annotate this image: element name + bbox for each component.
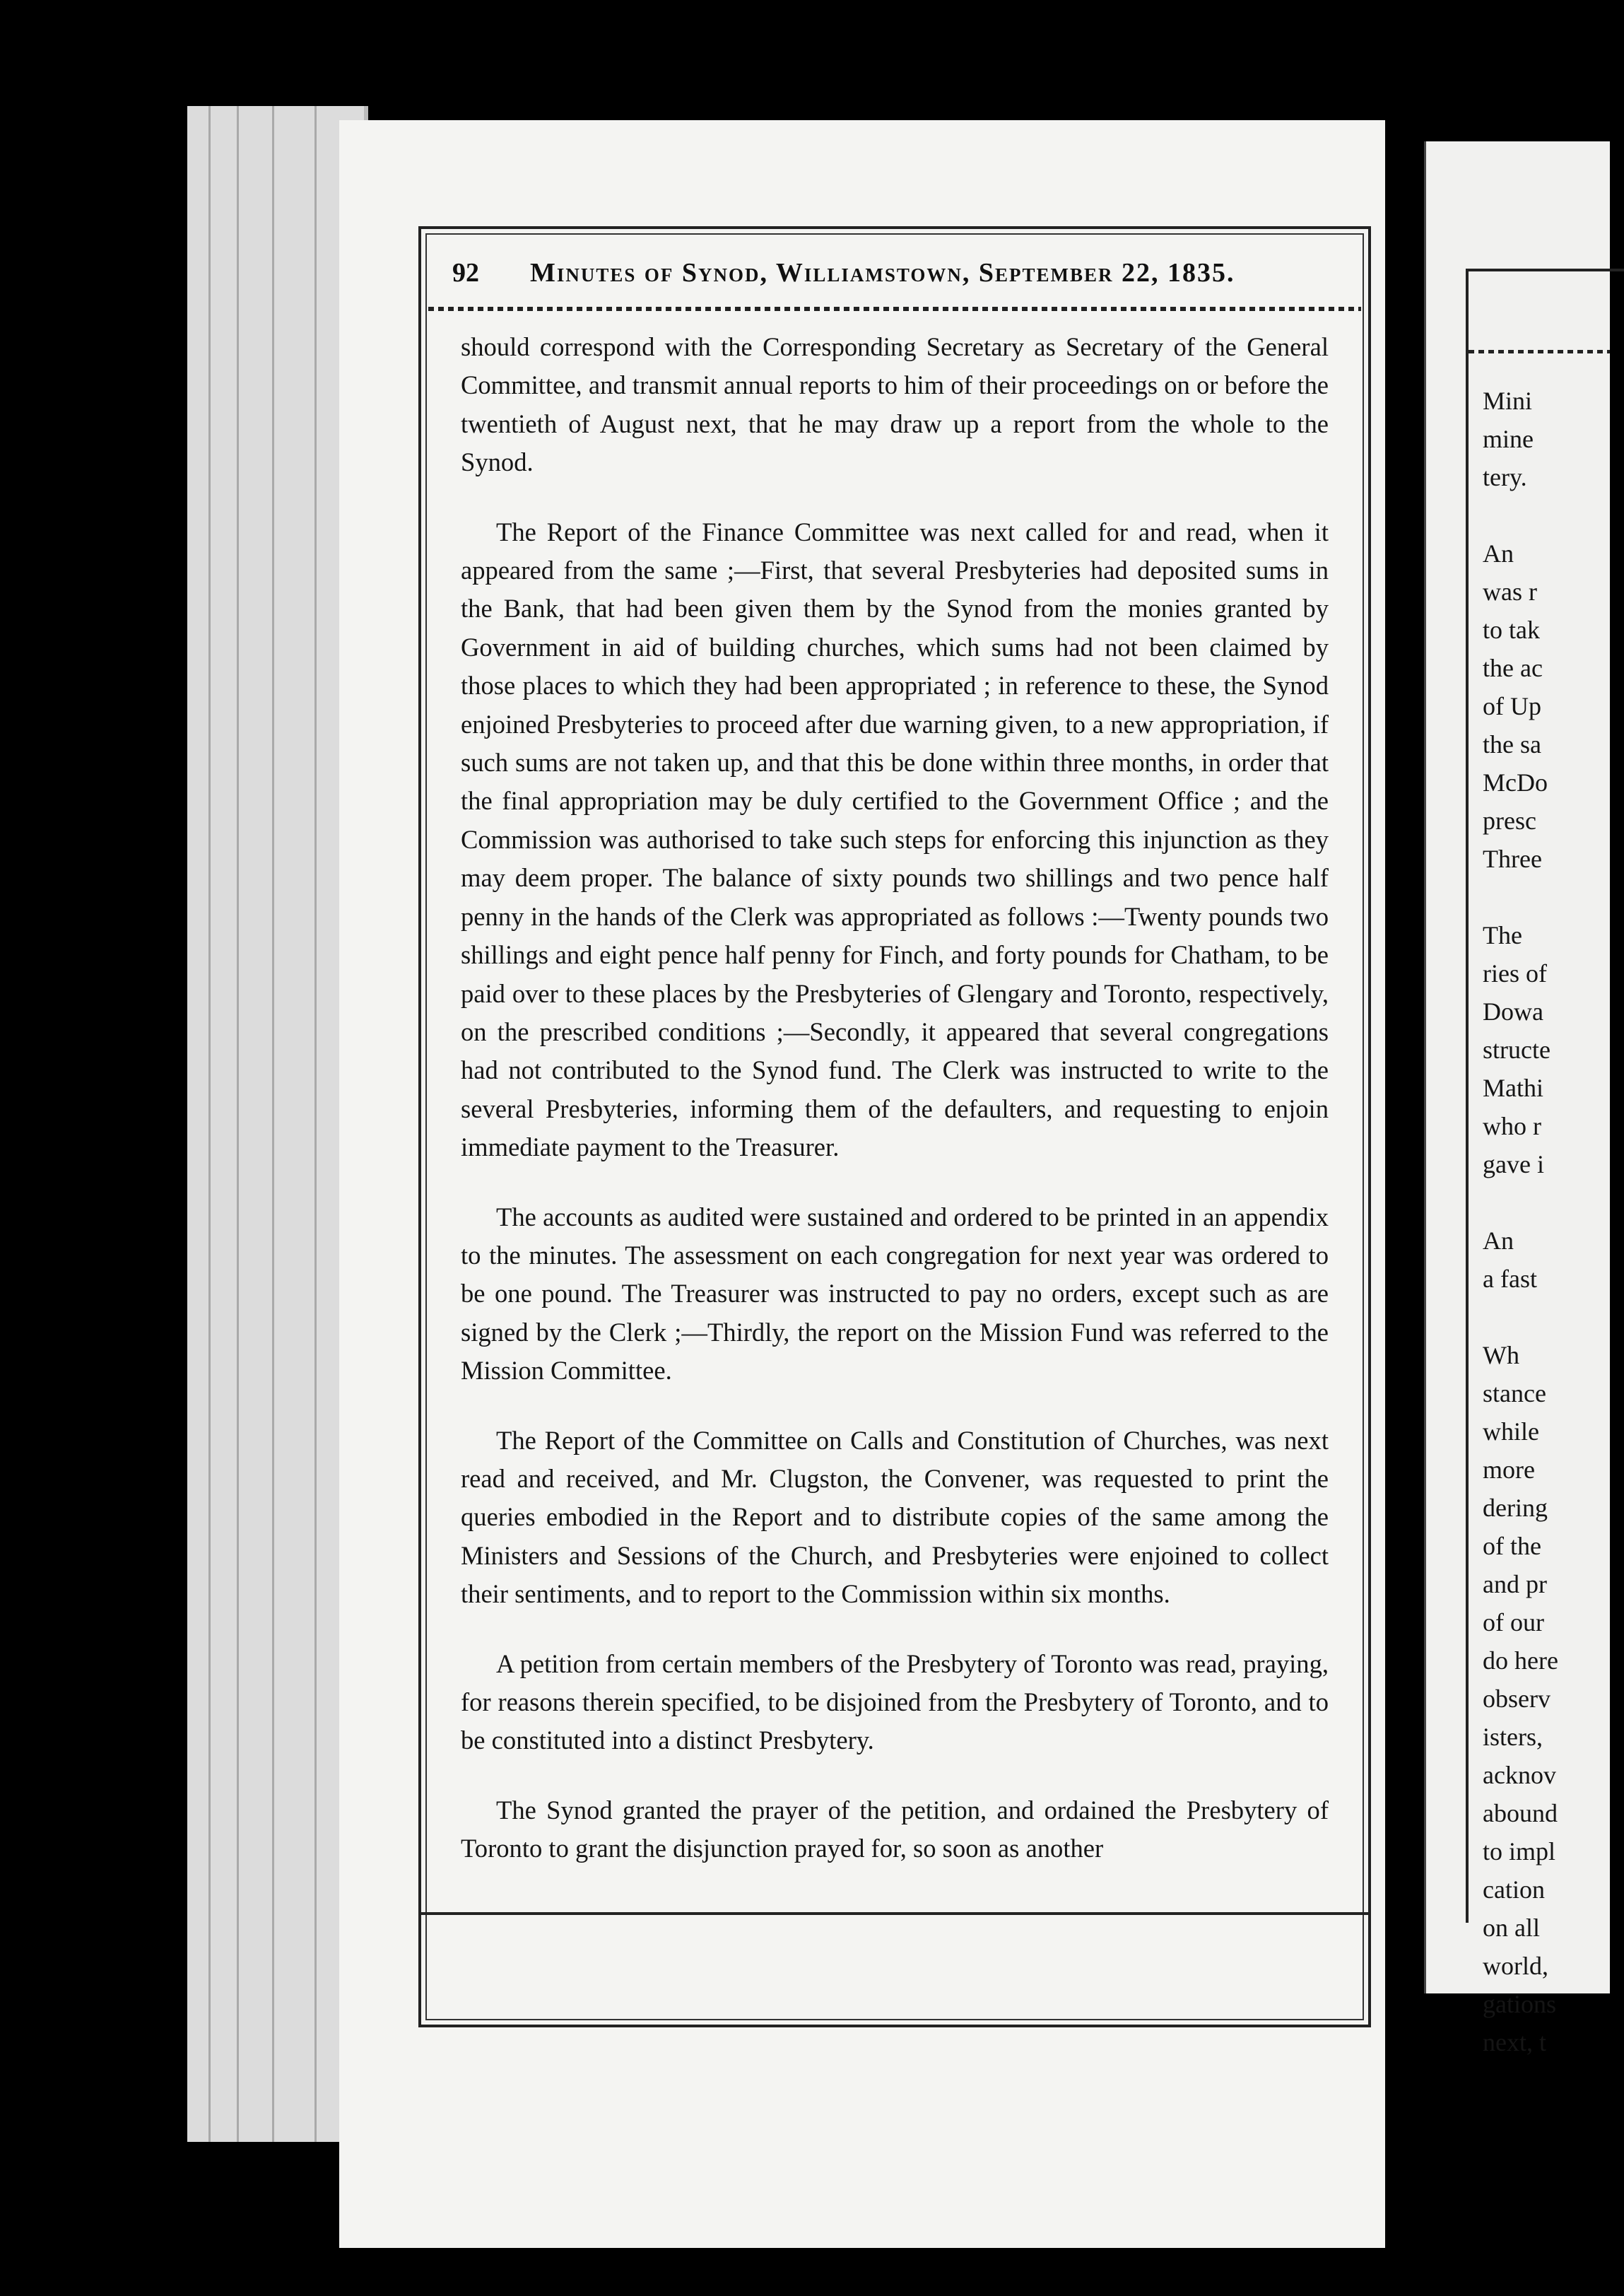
paragraph: The accounts as audited were sustained and ordered to be printed in an appendix to the minutes. The assessment on each congregation for next year was ordered to be one pound. The Treasurer was instructed to pay no orders, except such as are signed by the Clerk ;—Thirdly, the report on the Mission Fund was referred to the Mission Committee. — [461, 1202, 1329, 1386]
facing-page — [1424, 141, 1610, 2056]
paragraph: The Report of the Finance Committee was next called for and read, when it appeared from the same ;—First, that several Presbyteries had deposited sums in the Bank, that had been given them by the Synod from the monies granted by Government in aid of building churches, which sums had not been claimed by those places to which they had been appropriated ; in reference to these, the Synod enjoined Presbyteries to proceed after due warning given, to a new appropriation, if such sums are not taken up, and that this be done within three months, in order that the final appropriation may be duly certified to the Government Office ; and the Commission was authorised to take such steps for enforcing this injunction as they may deem proper. The balance of sixty pounds two shillings and two pence half penny in the hands of the Clerk was appropriated as follows :—Twenty pounds two shillings and eight pence half penny for Finch, and forty pounds for Chatham, to be paid over to these places by the Presbyteries of Glengary and Toronto, respectively, on the prescribed conditions ;—Secondly, it appeared that several congregations had not contributed to the Synod fund. The Clerk was instructed to write to the several Presbyteries, informing them of the defaulters, and requesting to enjoin immediate payment to the Treasurer. — [461, 517, 1329, 1162]
facing-page-text: Mini mine tery. An was r to tak the ac of Up the sa McDo presc Three The ries of Dowa structe Mathi who r gave i An a fast Wh stance while more dering of the and pr of our do here observ isters, acknov abound to impl cation on all world, gations next, t — [1483, 387, 1558, 2056]
header-rule — [428, 307, 1361, 311]
paragraph: A petition from certain members of the Presbytery of Toronto was read, praying, for reasons therein specified, to be disjoined from the Presbytery of Toronto, and to be constituted into a distinct Presbytery. — [461, 1648, 1329, 1755]
page-header — [421, 257, 1368, 288]
page-number: 92 — [452, 258, 479, 288]
page-border-frame — [418, 226, 1371, 2027]
body-text — [461, 328, 1329, 1899]
bottom-rule — [418, 1912, 1371, 1915]
facing-page-header-rule — [1469, 350, 1610, 353]
paragraph: should correspond with the Corresponding Secretary as Secretary of the General Committee, and transmit annual reports to him of their proceedings on or before the twentieth of August next, that he may draw up a report from the whole to the Synod. — [461, 332, 1329, 477]
paragraph: The Report of the Committee on Calls and Constitution of Churches, was next read and received, and Mr. Clugston, the Convener, was requested to print the queries embodied in the Report and to distribute copies of the same among the Ministers and Sessions of the Church, and Presbyteries were enjoined to collect their sentiments, and to report to the Commission within six months. — [461, 1425, 1329, 1609]
running-head: Minutes of Synod, Williamstown, September 22, 1835. — [530, 258, 1235, 288]
paragraph: The Synod granted the prayer of the petition, and ordained the Presbytery of Toronto to grant the disjunction prayed for, so soon as another — [461, 1795, 1329, 1863]
book-page — [339, 120, 1385, 2248]
